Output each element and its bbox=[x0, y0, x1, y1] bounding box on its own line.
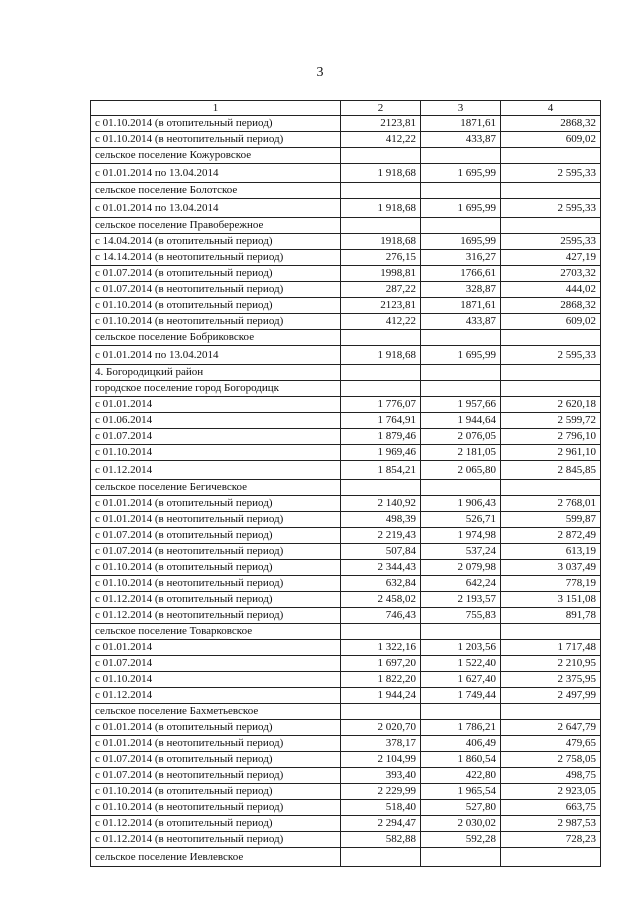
row-value-col2: 2 104,99 bbox=[341, 752, 421, 768]
row-value-col4: 613,19 bbox=[501, 544, 601, 560]
row-value-col3: 1 695,99 bbox=[421, 346, 501, 365]
table-row bbox=[91, 132, 601, 148]
row-value-col4: 2703,32 bbox=[501, 266, 601, 282]
tariff-table bbox=[90, 100, 601, 867]
row-label: с 01.01.2014 bbox=[91, 397, 341, 413]
row-label: с 14.14.2014 (в неотопительный период) bbox=[91, 250, 341, 266]
row-value-col2: 1 879,46 bbox=[341, 429, 421, 445]
column-header-3: 3 bbox=[421, 101, 501, 116]
row-value-col4: 427,19 bbox=[501, 250, 601, 266]
row-value-col2: 1 918,68 bbox=[341, 199, 421, 218]
row-value-col2: 2 344,43 bbox=[341, 560, 421, 576]
row-value-col3 bbox=[421, 148, 501, 164]
row-value-col2: 507,84 bbox=[341, 544, 421, 560]
row-value-col3 bbox=[421, 183, 501, 199]
row-label: с 01.12.2014 (в отопительный период) bbox=[91, 816, 341, 832]
row-value-col4: 2 375,95 bbox=[501, 672, 601, 688]
row-value-col4: 728,23 bbox=[501, 832, 601, 848]
row-value-col3: 527,80 bbox=[421, 800, 501, 816]
row-label: с 01.10.2014 (в отопительный период) bbox=[91, 560, 341, 576]
table-row bbox=[91, 848, 601, 867]
row-value-col3: 1871,61 bbox=[421, 298, 501, 314]
row-value-col4: 609,02 bbox=[501, 132, 601, 148]
row-value-col3: 1871,61 bbox=[421, 116, 501, 132]
row-value-col4: 2 845,85 bbox=[501, 461, 601, 480]
row-label: с 01.01.2014 (в отопительный период) bbox=[91, 496, 341, 512]
table-row bbox=[91, 346, 601, 365]
row-value-col3: 1 627,40 bbox=[421, 672, 501, 688]
row-value-col2: 276,15 bbox=[341, 250, 421, 266]
table-row bbox=[91, 592, 601, 608]
row-value-col4: 778,19 bbox=[501, 576, 601, 592]
row-value-col4: 2 497,99 bbox=[501, 688, 601, 704]
row-label: с 01.10.2014 (в отопительный период) bbox=[91, 784, 341, 800]
table-row bbox=[91, 148, 601, 164]
table-row bbox=[91, 672, 601, 688]
row-value-col2 bbox=[341, 218, 421, 234]
row-value-col4: 609,02 bbox=[501, 314, 601, 330]
table-row bbox=[91, 560, 601, 576]
row-value-col2: 287,22 bbox=[341, 282, 421, 298]
row-value-col3: 2 030,02 bbox=[421, 816, 501, 832]
row-value-col3 bbox=[421, 848, 501, 867]
row-value-col3: 1 522,40 bbox=[421, 656, 501, 672]
row-value-col4: 2 758,05 bbox=[501, 752, 601, 768]
table-row bbox=[91, 688, 601, 704]
row-value-col2: 1918,68 bbox=[341, 234, 421, 250]
row-value-col4 bbox=[501, 480, 601, 496]
table-row bbox=[91, 512, 601, 528]
row-label: городское поселение город Богородицк bbox=[91, 381, 341, 397]
row-label: сельское поселение Товарковское bbox=[91, 624, 341, 640]
row-value-col2 bbox=[341, 365, 421, 381]
row-label: с 01.01.2014 по 13.04.2014 bbox=[91, 164, 341, 183]
row-value-col4 bbox=[501, 330, 601, 346]
row-value-col3: 592,28 bbox=[421, 832, 501, 848]
row-value-col4: 498,75 bbox=[501, 768, 601, 784]
row-value-col2: 412,22 bbox=[341, 314, 421, 330]
row-value-col2: 1 764,91 bbox=[341, 413, 421, 429]
row-value-col3: 422,80 bbox=[421, 768, 501, 784]
row-value-col4: 3 151,08 bbox=[501, 592, 601, 608]
table-row bbox=[91, 266, 601, 282]
row-label: с 01.12.2014 (в неотопительный период) bbox=[91, 608, 341, 624]
row-value-col4: 2595,33 bbox=[501, 234, 601, 250]
row-label: с 01.12.2014 bbox=[91, 461, 341, 480]
row-value-col4 bbox=[501, 704, 601, 720]
row-value-col3: 316,27 bbox=[421, 250, 501, 266]
row-value-col4 bbox=[501, 183, 601, 199]
row-value-col3: 1 906,43 bbox=[421, 496, 501, 512]
table-row bbox=[91, 832, 601, 848]
table-row bbox=[91, 608, 601, 624]
row-value-col2 bbox=[341, 704, 421, 720]
row-value-col3: 1 695,99 bbox=[421, 199, 501, 218]
row-value-col3: 328,87 bbox=[421, 282, 501, 298]
row-label: сельское поселение Иевлевское bbox=[91, 848, 341, 867]
table-row bbox=[91, 218, 601, 234]
row-value-col2: 1 776,07 bbox=[341, 397, 421, 413]
row-value-col3: 1766,61 bbox=[421, 266, 501, 282]
row-label: с 01.10.2014 (в неотопительный период) bbox=[91, 314, 341, 330]
row-value-col2 bbox=[341, 330, 421, 346]
table-row bbox=[91, 720, 601, 736]
table-row bbox=[91, 250, 601, 266]
row-value-col3: 1 749,44 bbox=[421, 688, 501, 704]
row-value-col4 bbox=[501, 848, 601, 867]
table-row bbox=[91, 528, 601, 544]
table-row bbox=[91, 576, 601, 592]
table-row bbox=[91, 768, 601, 784]
row-value-col2: 582,88 bbox=[341, 832, 421, 848]
table-row bbox=[91, 199, 601, 218]
row-label: сельское поселение Бахметьевское bbox=[91, 704, 341, 720]
row-label: с 01.10.2014 (в неотопительный период) bbox=[91, 800, 341, 816]
row-value-col2: 2 458,02 bbox=[341, 592, 421, 608]
row-label: с 01.10.2014 (в неотопительный период) bbox=[91, 132, 341, 148]
row-value-col3 bbox=[421, 365, 501, 381]
row-value-col2: 393,40 bbox=[341, 768, 421, 784]
header-row bbox=[91, 101, 601, 116]
row-value-col2 bbox=[341, 183, 421, 199]
table-row bbox=[91, 116, 601, 132]
table-row bbox=[91, 624, 601, 640]
table-row bbox=[91, 704, 601, 720]
row-value-col2: 1 854,21 bbox=[341, 461, 421, 480]
table-row bbox=[91, 429, 601, 445]
row-value-col4: 663,75 bbox=[501, 800, 601, 816]
row-value-col4: 2 872,49 bbox=[501, 528, 601, 544]
row-value-col2: 2123,81 bbox=[341, 298, 421, 314]
row-label: с 01.07.2014 (в неотопительный период) bbox=[91, 768, 341, 784]
table-row bbox=[91, 496, 601, 512]
row-value-col2 bbox=[341, 624, 421, 640]
row-label: сельское поселение Болотское bbox=[91, 183, 341, 199]
row-label: с 01.12.2014 (в неотопительный период) bbox=[91, 832, 341, 848]
row-value-col3: 1 944,64 bbox=[421, 413, 501, 429]
row-label: с 01.10.2014 (в отопительный период) bbox=[91, 298, 341, 314]
table-row bbox=[91, 397, 601, 413]
row-value-col4: 2 595,33 bbox=[501, 346, 601, 365]
row-label: с 01.07.2014 (в отопительный период) bbox=[91, 528, 341, 544]
row-value-col2 bbox=[341, 148, 421, 164]
row-value-col3: 755,83 bbox=[421, 608, 501, 624]
row-value-col2: 2123,81 bbox=[341, 116, 421, 132]
column-header-2: 2 bbox=[341, 101, 421, 116]
row-value-col3: 2 079,98 bbox=[421, 560, 501, 576]
table-row bbox=[91, 736, 601, 752]
row-label: сельское поселение Бобриковское bbox=[91, 330, 341, 346]
column-header-1: 1 bbox=[91, 101, 341, 116]
row-label: сельское поселение Правобережное bbox=[91, 218, 341, 234]
row-value-col2 bbox=[341, 381, 421, 397]
row-value-col3: 2 193,57 bbox=[421, 592, 501, 608]
page-number: 3 bbox=[316, 65, 324, 80]
row-value-col4: 2 923,05 bbox=[501, 784, 601, 800]
row-value-col3: 2 076,05 bbox=[421, 429, 501, 445]
row-value-col4: 3 037,49 bbox=[501, 560, 601, 576]
row-value-col2 bbox=[341, 480, 421, 496]
row-label: с 01.07.2014 (в отопительный период) bbox=[91, 266, 341, 282]
table-row bbox=[91, 816, 601, 832]
table-row bbox=[91, 330, 601, 346]
row-label: с 01.06.2014 bbox=[91, 413, 341, 429]
row-value-col2: 2 229,99 bbox=[341, 784, 421, 800]
row-value-col2: 2 140,92 bbox=[341, 496, 421, 512]
table-row bbox=[91, 314, 601, 330]
row-label: с 01.01.2014 bbox=[91, 640, 341, 656]
row-value-col3: 1 860,54 bbox=[421, 752, 501, 768]
row-value-col3: 526,71 bbox=[421, 512, 501, 528]
row-value-col3 bbox=[421, 704, 501, 720]
row-value-col4: 2 210,95 bbox=[501, 656, 601, 672]
row-label: с 01.10.2014 bbox=[91, 672, 341, 688]
row-value-col3: 1 695,99 bbox=[421, 164, 501, 183]
row-value-col3 bbox=[421, 624, 501, 640]
row-label: сельское поселение Бегичевское bbox=[91, 480, 341, 496]
row-value-col3 bbox=[421, 218, 501, 234]
row-label: с 01.01.2014 по 13.04.2014 bbox=[91, 199, 341, 218]
row-value-col3 bbox=[421, 330, 501, 346]
table-row bbox=[91, 234, 601, 250]
table-row bbox=[91, 381, 601, 397]
table-row bbox=[91, 800, 601, 816]
table-row bbox=[91, 784, 601, 800]
table-row bbox=[91, 480, 601, 496]
row-value-col2: 1 918,68 bbox=[341, 346, 421, 365]
row-value-col2: 632,84 bbox=[341, 576, 421, 592]
row-value-col2: 1 822,20 bbox=[341, 672, 421, 688]
row-value-col3: 1 965,54 bbox=[421, 784, 501, 800]
row-value-col4: 2 595,33 bbox=[501, 199, 601, 218]
table-row bbox=[91, 298, 601, 314]
row-value-col4: 891,78 bbox=[501, 608, 601, 624]
row-value-col4: 2 647,79 bbox=[501, 720, 601, 736]
row-label: с 01.10.2014 bbox=[91, 445, 341, 461]
row-label: с 01.12.2014 (в отопительный период) bbox=[91, 592, 341, 608]
row-value-col3: 1695,99 bbox=[421, 234, 501, 250]
row-value-col2: 1 322,16 bbox=[341, 640, 421, 656]
row-value-col2 bbox=[341, 848, 421, 867]
row-value-col3: 433,87 bbox=[421, 132, 501, 148]
row-value-col3: 642,24 bbox=[421, 576, 501, 592]
row-value-col4 bbox=[501, 381, 601, 397]
row-value-col3: 1 203,56 bbox=[421, 640, 501, 656]
row-value-col3 bbox=[421, 480, 501, 496]
row-value-col4: 479,65 bbox=[501, 736, 601, 752]
row-value-col2: 1998,81 bbox=[341, 266, 421, 282]
table-body bbox=[91, 116, 601, 867]
row-value-col2: 2 020,70 bbox=[341, 720, 421, 736]
row-value-col4: 2 620,18 bbox=[501, 397, 601, 413]
row-label: с 01.10.2014 (в неотопительный период) bbox=[91, 576, 341, 592]
row-value-col2: 1 918,68 bbox=[341, 164, 421, 183]
row-label: с 14.04.2014 (в отопительный период) bbox=[91, 234, 341, 250]
row-label: с 01.07.2014 bbox=[91, 429, 341, 445]
row-value-col2: 1 944,24 bbox=[341, 688, 421, 704]
row-value-col4: 2 796,10 bbox=[501, 429, 601, 445]
table-row bbox=[91, 413, 601, 429]
row-value-col4: 2868,32 bbox=[501, 298, 601, 314]
row-value-col2: 2 219,43 bbox=[341, 528, 421, 544]
table-row bbox=[91, 164, 601, 183]
table-row bbox=[91, 365, 601, 381]
row-value-col2: 378,17 bbox=[341, 736, 421, 752]
row-value-col3: 537,24 bbox=[421, 544, 501, 560]
row-value-col2: 412,22 bbox=[341, 132, 421, 148]
row-value-col2: 518,40 bbox=[341, 800, 421, 816]
row-label: с 01.01.2014 по 13.04.2014 bbox=[91, 346, 341, 365]
table-row bbox=[91, 445, 601, 461]
column-header-4: 4 bbox=[501, 101, 601, 116]
row-value-col4: 2 987,53 bbox=[501, 816, 601, 832]
row-label: с 01.07.2014 bbox=[91, 656, 341, 672]
row-value-col4 bbox=[501, 365, 601, 381]
row-label: с 01.01.2014 (в неотопительный период) bbox=[91, 512, 341, 528]
row-value-col2: 2 294,47 bbox=[341, 816, 421, 832]
table-row bbox=[91, 656, 601, 672]
row-value-col3: 1 786,21 bbox=[421, 720, 501, 736]
row-value-col4 bbox=[501, 218, 601, 234]
row-value-col2: 498,39 bbox=[341, 512, 421, 528]
row-value-col4 bbox=[501, 624, 601, 640]
row-value-col4 bbox=[501, 148, 601, 164]
row-label: с 01.01.2014 (в отопительный период) bbox=[91, 720, 341, 736]
row-label: с 01.07.2014 (в отопительный период) bbox=[91, 752, 341, 768]
row-label: сельское поселение Кожуровское bbox=[91, 148, 341, 164]
row-value-col3: 406,49 bbox=[421, 736, 501, 752]
table-row bbox=[91, 461, 601, 480]
table-row bbox=[91, 752, 601, 768]
row-value-col4: 2 595,33 bbox=[501, 164, 601, 183]
row-value-col3: 2 181,05 bbox=[421, 445, 501, 461]
row-value-col4: 1 717,48 bbox=[501, 640, 601, 656]
row-label: с 01.12.2014 bbox=[91, 688, 341, 704]
row-value-col3: 1 974,98 bbox=[421, 528, 501, 544]
row-label: с 01.07.2014 (в неотопительный период) bbox=[91, 544, 341, 560]
row-value-col3 bbox=[421, 381, 501, 397]
row-value-col2: 1 969,46 bbox=[341, 445, 421, 461]
table-header bbox=[91, 101, 601, 116]
row-value-col4: 2 768,01 bbox=[501, 496, 601, 512]
row-label: с 01.07.2014 (в неотопительный период) bbox=[91, 282, 341, 298]
row-label: с 01.01.2014 (в неотопительный период) bbox=[91, 736, 341, 752]
row-value-col2: 1 697,20 bbox=[341, 656, 421, 672]
row-value-col4: 2 599,72 bbox=[501, 413, 601, 429]
row-value-col2: 746,43 bbox=[341, 608, 421, 624]
table-row bbox=[91, 183, 601, 199]
row-value-col3: 433,87 bbox=[421, 314, 501, 330]
row-label: с 01.10.2014 (в отопительный период) bbox=[91, 116, 341, 132]
row-value-col4: 2 961,10 bbox=[501, 445, 601, 461]
row-value-col4: 599,87 bbox=[501, 512, 601, 528]
table-row bbox=[91, 282, 601, 298]
row-value-col3: 1 957,66 bbox=[421, 397, 501, 413]
row-value-col3: 2 065,80 bbox=[421, 461, 501, 480]
table-row bbox=[91, 640, 601, 656]
row-label: 4. Богородицкий район bbox=[91, 365, 341, 381]
table-row bbox=[91, 544, 601, 560]
row-value-col4: 444,02 bbox=[501, 282, 601, 298]
row-value-col4: 2868,32 bbox=[501, 116, 601, 132]
